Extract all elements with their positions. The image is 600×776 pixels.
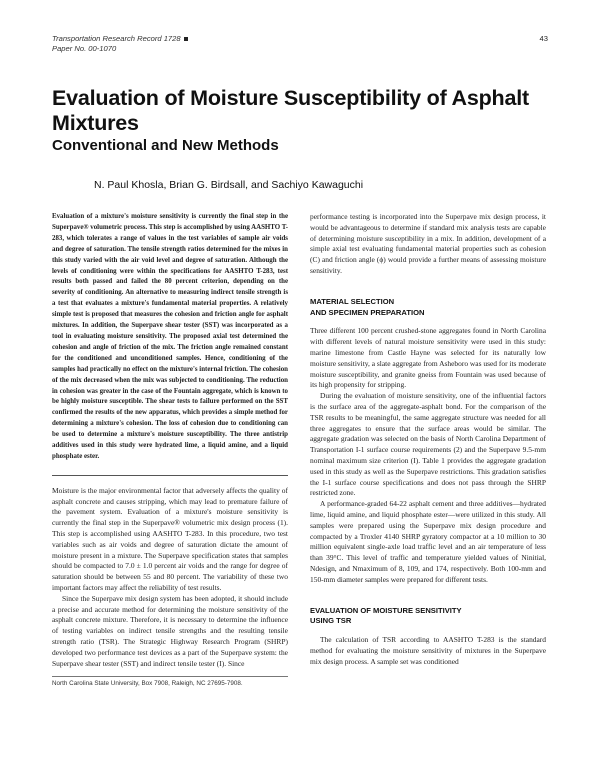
running-head: [52, 34, 548, 53]
abstract-divider: [52, 475, 288, 476]
intro-paragraph-1: Moisture is the major environmental factor that adversely affects the quality of asphalt concrete and causes stripping, which may lead to premature failure of the pavement system. Evaluation of a mixture's moisture sensitivity is currently the final step in the Superpave® volumetric mix design process (1). This step is accomplished using AASHTO T-283. In this procedure, two test variables such as air voids and degree of saturation dictate the amount of moisture present in a mixture. The Superpave specification states that samples should be compacted to 7.0 ± 1.0 percent air voids and the range for degree of saturation should be between 55 and 80 percent. The variability of these two important factors may affect the reliability of test results.: [52, 485, 288, 593]
intro-paragraph-2: Since the Superpave mix design system has been adopted, it should include a precise and accurate method for determining the moisture sensitivity of the asphalt concrete mixture. Therefore, it is necessary to determine the influence of testing variables on indirect tensile strengths and the resulting tensile strength ratio (TSR). The Strategic Highway Research Program (SHRP) developed two performance test devices as a part of the Superpave system: the Superpave shear tester (SST) and indirect tensile tester (I). Since: [52, 593, 288, 668]
page-number: 43: [539, 34, 548, 43]
left-column: [52, 212, 288, 689]
continued-paragraph: performance testing is incorporated into the Superpave mix design process, it would be advantageous to determine if standard mix analysis tests are capable of determining moisture susceptibility in a mix. In addition, development of a simple axial test evaluating fundamental material properties such as cohesion (C) and friction angle (ϕ) would provide a further means of assessing moisture sensitivity.: [310, 212, 546, 275]
material-paragraph-3: A performance-graded 64-22 asphalt cement and three additives—hydrated lime, liquid amine, and liquid phosphate ester—were utilized in this study. All samples were prepared using the Superpave mix design procedure and compacted by a Troxler 4140 SHRP gyratory compactor at a 10 million to 30 million equivalent single-axle load traffic level and an air temperature of less than 39°C. This level of traffic and temperature yielded values of Ninitial, Ndesign, and Nmaximum of 8, 109, and 174, respectively. Both 100-mm and 150-mm diameter samples were prepared for different tests.: [310, 499, 546, 584]
material-paragraph-2: During the evaluation of moisture sensitivity, one of the influential factors is the surface area of the aggregate-asphalt bond. For the comparison of the TSR results to be meaningful, the same aggregate structure was needed for all three aggregates to ensure that the surface areas would be similar. The aggregate gradation was selected on the basis of North Carolina Department of Transportation I-1 surface course requirements (2) and the Superpave 9.5-mm nominal maximum size criterion (I). Table 1 provides the aggregate gradation used in this study as well as the Superpave restrictions. This gradation satisfies the I-1 surface course specifications and does not pass through the SHRP restricted zone.: [310, 391, 546, 498]
right-column: [310, 212, 546, 667]
material-paragraph-1: Three different 100 percent crushed-stone aggregates found in North Carolina with different levels of natural moisture sensitivity were used in this study: marine limestone from Castle Hayne was selected for its naturally low moisture sensitivity, a slate aggregate from Asheboro was used for its moderate moisture susceptibility, and granite gneiss from Fountain was used because of its high propensity for stripping.: [310, 326, 546, 390]
journal-name: Transportation Research Record 1728: [52, 34, 181, 43]
paper-number: Paper No. 00-1070: [52, 43, 117, 53]
section-heading-material-selection: MATERIAL SELECTION AND SPECIMEN PREPARATION: [310, 296, 425, 317]
square-bullet-icon: [184, 37, 189, 42]
tsr-paragraph-1: The calculation of TSR according to AASHTO T-283 is the standard method for evaluating the moisture sensitivity of mixtures in the Superpave mix design process. A sample set was conditioned: [310, 635, 546, 666]
abstract: Evaluation of a mixture's moisture sensitivity is currently the final step in the Superpave® volumetric process. This step is accomplished by using AASHTO T-283, which tolerates a range of values in the test variables of sample air voids and degree of saturation. The tensile strength ratios determined for the mixes in this study varied with the air void level and degree of saturation. Although the levels of conditioning were within the specifications for AASHTO T-283, test results both passed and failed the 80 percent criterion, depending on the severity of conditioning. An alternative to measuring indirect tensile strength is a test that evaluates a mixture's fundamental material properties. A relatively simple test is proposed that measures the cohesion and friction angle for asphalt mixtures. In addition, the Superpave shear tester (SST) was incorporated as a tool in evaluating moisture sensitivity. The proposed axial test determined the cohesion and angle of friction of the mix. The friction angle remained constant for the conditioned and unconditioned samples. Hence, conditioning of the samples had practically no effect on the mixture's internal friction. The cohesion of the mix decreased when the mix was subjected to conditioning. The reduction in cohesion was greater in the case of the Fountain aggregate, which is known to be highly moisture susceptible. The shear tests to failure performed on the SST confirmed the results of the new apparatus, which provides a simple method for determining a mixture's cohesion. The loss of cohesion due to conditioning can be used to determine a mixture's moisture susceptibility. The three antistrip additives used in this study were hydrated lime, a liquid amine, and a liquid phosphate ester.: [52, 213, 288, 460]
paper-subtitle: Conventional and New Methods: [52, 137, 279, 154]
footnote-divider: [52, 676, 288, 677]
section-heading-tsr: EVALUATION OF MOISTURE SENSITIVITY USING TSR: [310, 605, 462, 626]
paper-title: Evaluation of Moisture Susceptibility of Asphalt Mixtures: [52, 86, 529, 135]
author-affiliation: North Carolina State University, Box 7908, Raleigh, NC 27695-7908.: [52, 680, 243, 688]
author-list: N. Paul Khosla, Brian G. Birdsall, and Sachiyo Kawaguchi: [94, 179, 364, 191]
